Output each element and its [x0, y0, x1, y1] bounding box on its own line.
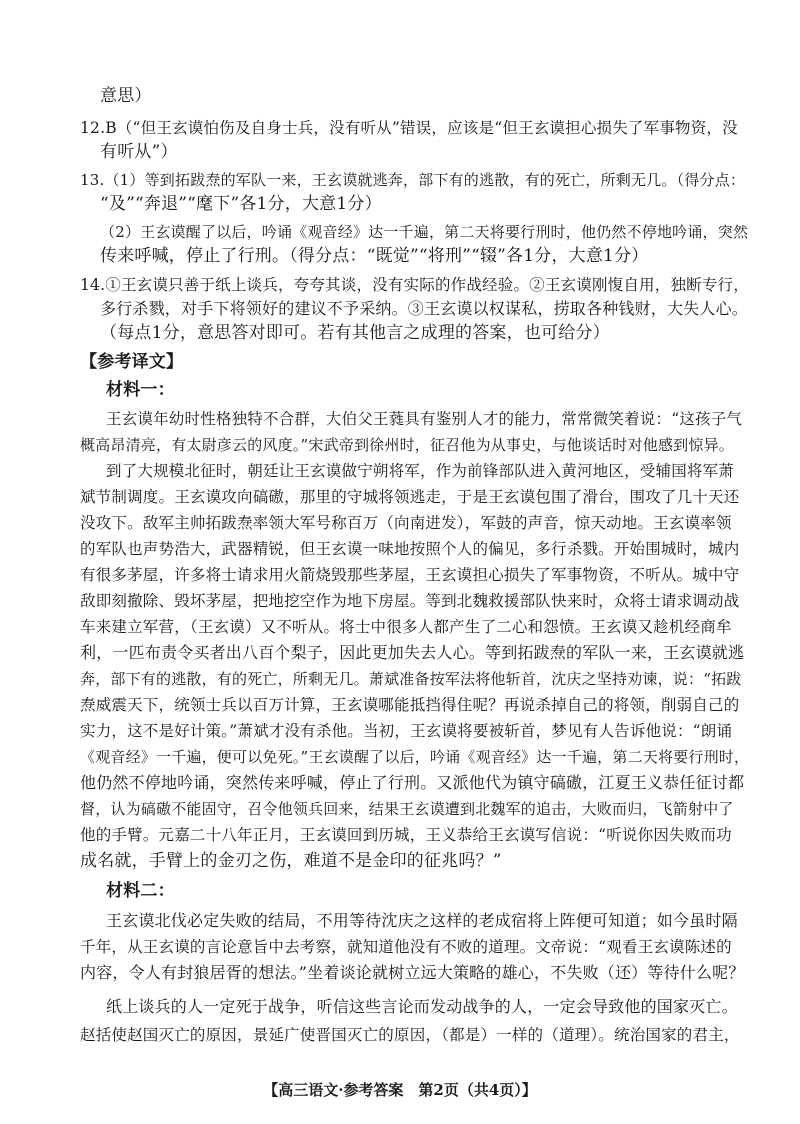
- translation-line: 有很多茅屋，许多将士请求用火箭烧毁那些茅屋，王玄谟担心损失了军事物资，不听从。城中守: [80, 566, 740, 584]
- translation-line: 他的手臂。元嘉二十八年正月，王玄谟回到历城，王义恭给王玄谟写信说：“听说你因失败而功: [80, 826, 732, 844]
- translation-line: 斌节制调度。王玄谟攻向碻磝，那里的守城将领逃走，于是王玄谟包围了滑台，围攻了几十天还: [80, 488, 740, 506]
- translation-line: 概高昂清亮，有太尉彦云的风度。”宋武帝到徐州时，征召他为从事史，与他谈话时对他感到惊异。: [80, 436, 734, 454]
- section-heading: 【参考译文】: [80, 352, 184, 372]
- translation-line: 王玄谟北伐必定失败的结局，不用等待沈庆之这样的老成宿将上阵便可知道；如今虽时隔: [106, 911, 738, 930]
- translation-line: 车来建立军营，（王玄谟）又不听从。将士中很多人都产生了二心和怨愤。王玄谟又趁机经商牟: [80, 618, 732, 636]
- translation-line: 成名就，手臂上的金刃之伤，难道不是金印的征兆吗？”: [80, 851, 502, 871]
- translation-line: 赵括使赵国灭亡的原因，景延广使晋国灭亡的原因，（都是）一样的（道理）。统治国家的君主，: [80, 1026, 740, 1044]
- page-footer: 【高三语文·参考答案 第2页（共4页）】: [263, 1081, 537, 1099]
- translation-line: 王玄谟年幼时性格独特不合群，大伯父王蕤具有鉴别人才的能力，常常微笑着说：“这孩子气: [106, 410, 743, 428]
- translation-line: 纸上谈兵的人一定死于战争，听信这些言论而发动战争的人，一定会导致他的国家灭亡。: [106, 997, 738, 1016]
- translation-line: 内容，令人有封狼居胥的想法。”坐着谈论就树立远大策略的雄心，不失败（还）等待什么呢？: [80, 963, 745, 982]
- translation-line: 他仍然不停地吟诵，突然传来呼喊，停止了行刑。又派他代为镇守碻磝，江夏王义恭任征讨都: [80, 773, 745, 792]
- answer-14-line: 14.①王玄谟只善于纸上谈兵，夸夸其谈，没有实际的作战经验。②王玄谟刚愎自用，独断专行，: [80, 276, 749, 294]
- answer-line: 多行杀戮，对手下将领好的建议不予采纳。③王玄谟以权谋私，捞取各种钱财，大失人心。: [100, 299, 749, 318]
- translation-line: 实力，这不是好计策。”萧斌才没有杀他。当初，王玄谟将要被斩首，梦见有人告诉他说：“朗诵: [80, 722, 733, 740]
- translation-line: 奔，部下有的逃散，有的死亡，所剩无几。萧斌准备按军法将他斩首，沈庆之坚持劝谏，说：“拓跋: [80, 670, 742, 688]
- answer-line: 有听从”）: [100, 142, 178, 162]
- translation-line: 《观音经》一千遍，便可以免死。”王玄谟醒了以后，吟诵《观音经》达一千遍，第二天将要行刑时，: [80, 748, 750, 766]
- translation-line: 的军队也声势浩大，武器精锐，但王玄谟一味地按照个人的偏见，多行杀戮。开始围城时，城内: [80, 540, 740, 558]
- answer-13-line: 13.（1）等到拓跋焘的军队一来，王玄谟就逃奔，部下有的逃散，有的死亡，所剩无几。（得分点：: [80, 171, 746, 189]
- answer-line: 意思）: [100, 86, 152, 106]
- answer-line: （每点1分，意思答对即可。若有其他言之成理的答案，也可给分）: [100, 323, 610, 343]
- translation-line: 没攻下。敌军主帅拓跋焘率领大军号称百万（向南进发），军鼓的声音，惊天动地。王玄谟率领: [80, 514, 732, 532]
- material-title: 材料二：: [106, 881, 175, 901]
- answer-line: “及”“奔退”“麾下”各1分，大意1分）: [100, 194, 382, 214]
- translation-line: 利，一匹布责令买者出八百个梨子，因此更加失去人心。等到拓跋焘的军队一来，王玄谟就逃: [80, 643, 745, 662]
- answer-line: （2）王玄谟醒了以后，吟诵《观音经》达一千遍，第二天将要行刑时，他仍然不停地吟诵，突然: [100, 223, 749, 241]
- answer-12-line: 12.B（“但王玄谟怕伤及自身士兵，没有听从”错误，应该是“但王玄谟担心损失了军事物资，没: [80, 119, 738, 137]
- answer-line: 传来呼喊，停止了行刑。（得分点：“既觉”“将刑”“辍”各1分，大意1分）: [100, 246, 649, 266]
- translation-line: 到了大规模北征时，朝廷让王玄谟做宁朔将军，作为前锋部队进入黄河地区，受辅国将军萧: [106, 462, 735, 480]
- translation-line: 焘威震天下，统领士兵以百万计算，王玄谟哪能抵挡得住呢？再说杀掉自己的将领，削弱自己的: [80, 696, 740, 714]
- translation-line: 敌即刻撤除、毁坏茅屋，把地挖空作为地下房屋。等到北魏救援部队快来时，众将士请求调动战: [80, 592, 740, 610]
- material-title: 材料一：: [106, 380, 175, 400]
- translation-line: 千年，从王玄谟的言论意旨中去考察，就知道他没有不败的道理。文帝说：“观看王玄谟陈述的: [80, 938, 732, 956]
- translation-line: 督，认为碻磝不能固守，召令他领兵回来，结果王玄谟遭到北魏军的追击，大败而归，飞箭射中了: [80, 800, 734, 818]
